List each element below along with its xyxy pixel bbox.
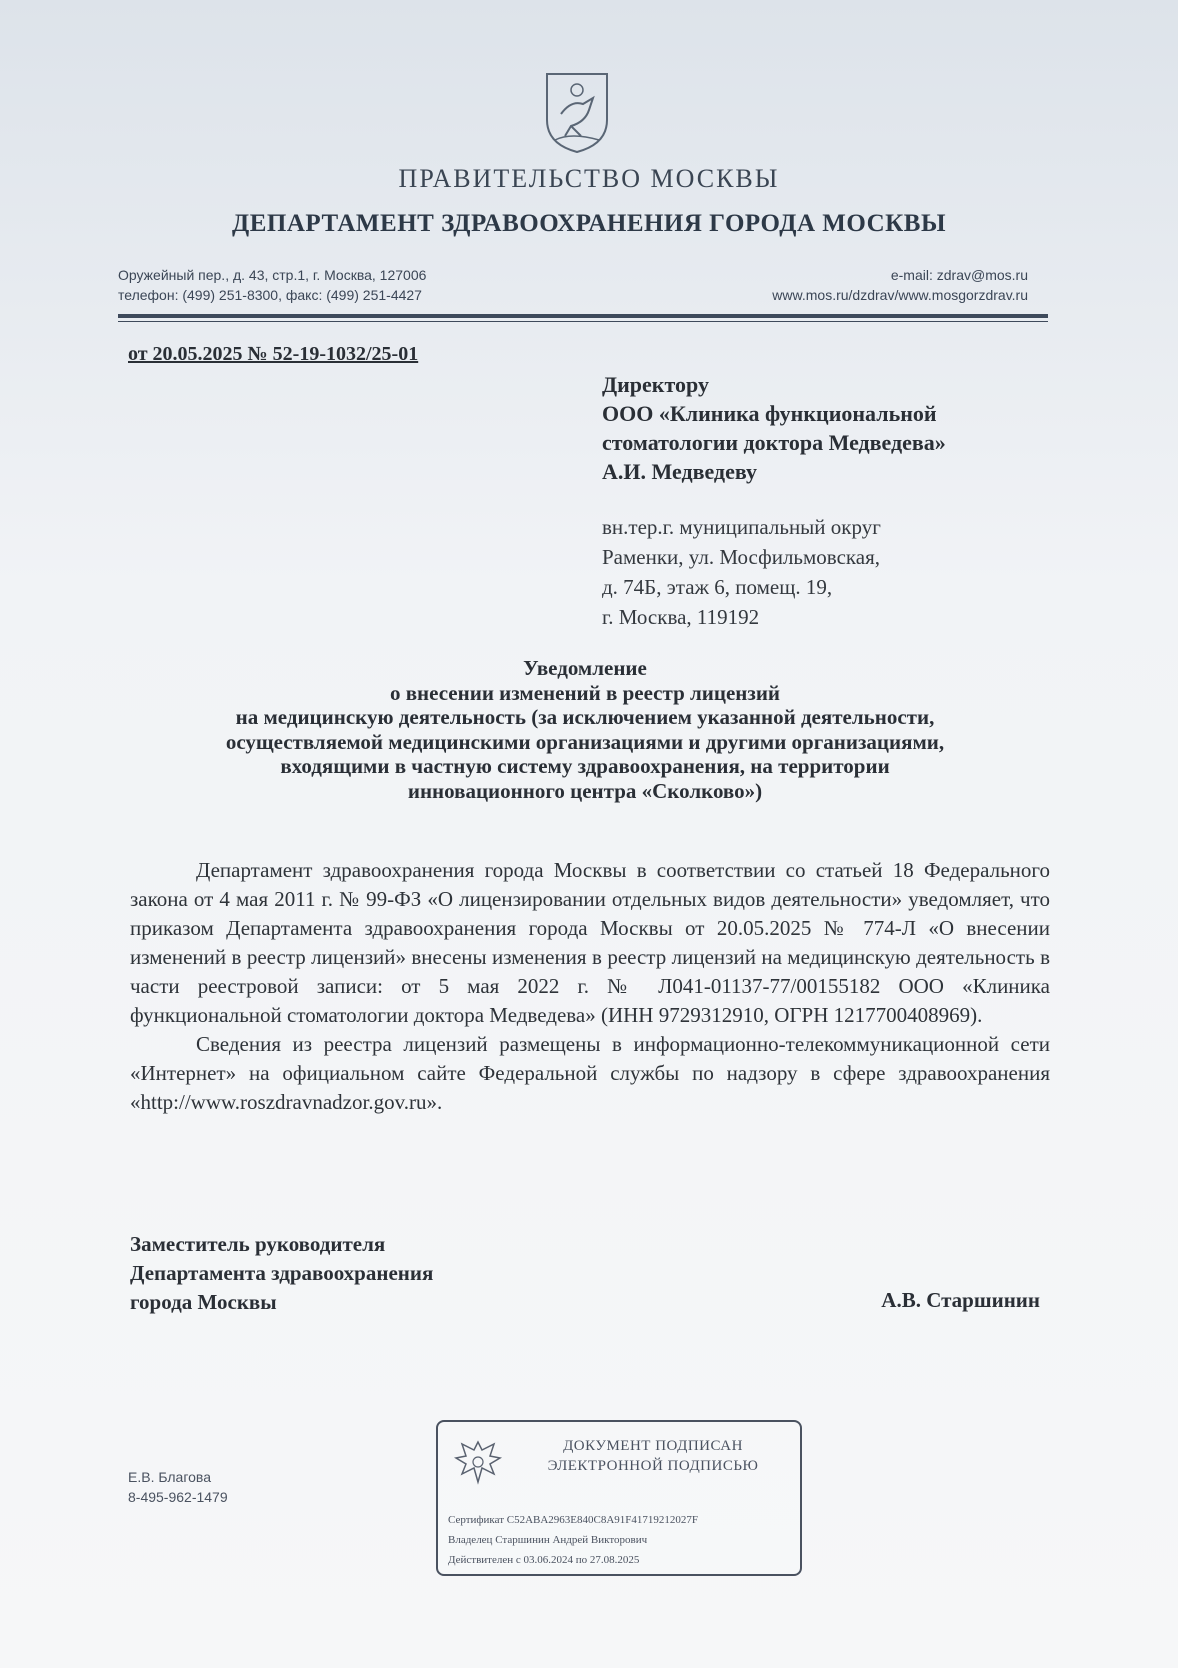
executor-info: [128, 1467, 228, 1507]
addressee-line: ООО «Клиника функциональной: [602, 401, 937, 426]
notice-line: на медицинскую деятельность (за исключением указанной деятельности,: [235, 705, 935, 729]
body-paragraph: Департамент здравоохранения города Москвы в соответствии со статьей 18 Федерального закона от 4 мая 2011 г. № 99-ФЗ «О лицензировании отдельных видов деятельности» уведомляет, что приказом Департамента здравоохранения города Москвы от 20.05.2025 № 774-Л «О внесении изменений в реестр лицензий» внесены изменения в реестр лицензий на медицинскую деятельность в части реестровой записи: от 5 мая 2022 г. № Л041-01137-77/00155182 ООО «Клиника функциональной стоматологии доктора Медведева» (ИНН 9729312910, ОГРН 1217700408969).: [130, 858, 1050, 1027]
notice-line: Уведомление: [523, 656, 647, 680]
postal-line: д. 74Б, этаж 6, помещ. 19,: [602, 575, 833, 599]
stamp-certificate: Сертификат C52ABA2963E840C8A91F41719212027F: [448, 1514, 699, 1526]
email-line: e-mail: zdrav@mos.ru: [890, 267, 1028, 283]
stamp-validity: Действителен с 03.06.2024 по 27.08.2025: [448, 1554, 640, 1566]
signer-title-line: Департамента здравоохранения: [130, 1261, 434, 1285]
body-paragraph: Сведения из реестра лицензий размещены в информационно-телекоммуникационной сети «Интернет» на официальном сайте Федеральной службы по надзору в сфере здравоохранения «http://www.roszdravnadzor.gov.ru».: [130, 1032, 1050, 1114]
postal-line: г. Москва, 119192: [602, 605, 760, 629]
reference-number: от 20.05.2025 № 52-19-1032/25-01: [128, 343, 419, 365]
addressee-block: [602, 370, 946, 486]
signer-title-line: города Москвы: [130, 1290, 277, 1314]
addressee-line: Директору: [602, 372, 709, 397]
addressee-line: А.И. Медведеву: [602, 459, 757, 484]
postal-line: Раменки, ул. Мосфильмовская,: [602, 545, 881, 569]
executor-phone: 8-495-962-1479: [128, 1489, 228, 1505]
addressee-line: стоматологии доктора Медведева»: [602, 430, 946, 455]
stamp-title-line: ДОКУМЕНТ ПОДПИСАН: [563, 1438, 743, 1454]
e-signature-stamp: [436, 1420, 802, 1576]
government-title: ПРАВИТЕЛЬСТВО МОСКВЫ: [398, 164, 780, 193]
address-line: Оружейный пер., д. 43, стр.1, г. Москва, 127006: [118, 267, 427, 283]
executor-name: Е.В. Благова: [128, 1469, 211, 1485]
department-title: ДЕПАРТАМЕНТ ЗДРАВООХРАНЕНИЯ ГОРОДА МОСКВЫ: [232, 210, 946, 237]
signer-title-line: Заместитель руководителя: [130, 1232, 386, 1256]
notice-line: входящими в частную систему здравоохранения, на территории: [280, 754, 890, 778]
postal-line: вн.тер.г. муниципальный округ: [602, 515, 881, 539]
notice-line: о внесении изменений в реестр лицензий: [389, 680, 781, 705]
postal-address: [602, 512, 881, 632]
moscow-coat-of-arms-icon: [541, 70, 613, 154]
signer-name: А.В. Старшинин: [881, 1288, 1040, 1312]
notice-line: инновационного центра «Сколково»): [407, 778, 763, 803]
signer-title: [130, 1230, 433, 1317]
notice-heading: [120, 656, 1050, 803]
sender-contacts: [772, 265, 1028, 305]
web-line: www.mos.ru/dzdrav/www.mosgorzdrav.ru: [772, 287, 1028, 303]
stamp-details: [448, 1510, 698, 1570]
stamp-title: [518, 1436, 788, 1476]
letter-body: [130, 856, 1050, 1117]
sender-address: [118, 265, 426, 305]
phone-line: телефон: (499) 251-8300, факс: (499) 251-4427: [118, 287, 422, 303]
header-rule-thick: [118, 314, 1048, 318]
stamp-title-line: ЭЛЕКТРОННОЙ ПОДПИСЬЮ: [547, 1458, 759, 1474]
header-rule-thin: [118, 321, 1048, 322]
double-headed-eagle-icon: [448, 1434, 508, 1490]
stamp-owner: Владелец Старшинин Андрей Викторович: [448, 1534, 648, 1546]
notice-line: осуществляемой медицинскими организациями и другими организациями,: [225, 729, 945, 754]
